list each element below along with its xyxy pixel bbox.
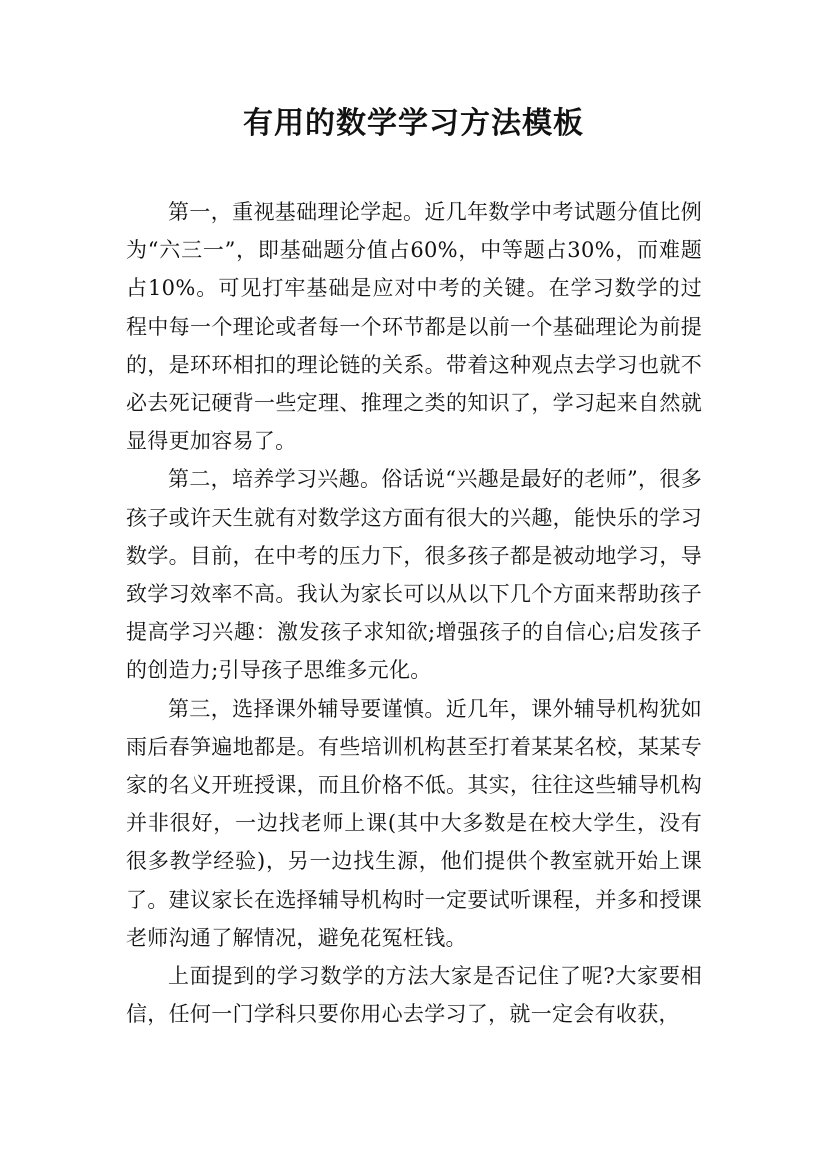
paragraph-2: 第二，培养学习兴趣。俗话说“兴趣是最好的老师”，很多孩子或许天生就有对数学这方面有很大的兴趣，能快乐的学习数学。目前，在中考的压力下，很多孩子都是被动地学习，导致学习效率不高。我认为家长可以从以下几个方面来帮助孩子提高学习兴趣：激发孩子求知欲;增强孩子的自信心;启发孩子的创造力;引导孩子思维多元化。 (126, 467, 702, 683)
paragraph-4: 上面提到的学习数学的方法大家是否记住了呢?大家要相信，任何一门学科只要你用心去学习了，就一定会有收获， (126, 964, 702, 1027)
paragraph-1: 第一，重视基础理论学起。近几年数学中考试题分值比例为“六三一”，即基础题分值占60%，中等题占30%，而难题占10%。可见打牢基础是应对中考的关键。在学习数学的过程中每一个理论或者每一个环节都是以前一个基础理论为前提的，是环环相扣的理论链的关系。带着这种观点去学习也就不必去死记硬背一些定理、推理之类的知识了，学习起来自然就显得更加容易了。 (126, 200, 702, 454)
document-title: 有用的数学学习方法模板 (243, 106, 584, 141)
paragraph-3: 第三，选择课外辅导要谨慎。近几年，课外辅导机构犹如雨后春笋遍地都是。有些培训机构甚至打着某某名校，某某专家的名义开班授课，而且价格不低。其实，往往这些辅导机构并非很好，一边找老师上课(其中大多数是在校大学生，没有很多教学经验)，另一边找生源，他们提供个教室就开始上课了。建议家长在选择辅导机构时一定要试听课程，并多和授课老师沟通了解情况，避免花冤枉钱。 (126, 696, 702, 950)
document-body (126, 193, 702, 1033)
